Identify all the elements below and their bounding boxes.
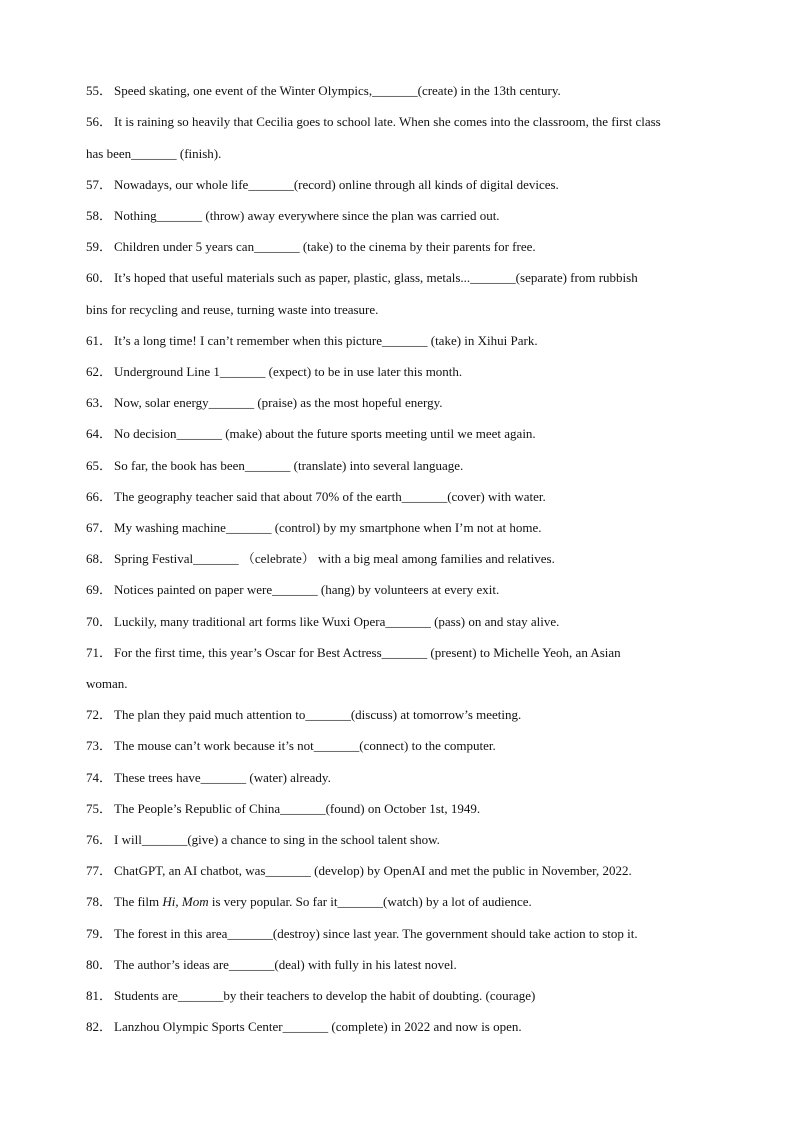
question-60: 60． It’s hoped that useful materials such as paper, plastic, glass, metals..._______(separate) from rubbish — [86, 270, 638, 285]
question-69: 69． Notices painted on paper were_______ (hang) by volunteers at every exit. — [86, 582, 500, 597]
question-68: 68． Spring Festival_______ （celebrate） with a big meal among families and relatives. — [86, 551, 555, 566]
question-57: 57． Nowadays, our whole life_______(record) online through all kinds of digital devices. — [86, 177, 559, 192]
question-60-continued: bins for recycling and reuse, turning waste into treasure. — [86, 302, 379, 317]
question-56-continued: has been_______ (finish). — [86, 146, 222, 161]
question-71-continued: woman. — [86, 676, 128, 691]
question-77: 77． ChatGPT, an AI chatbot, was_______ (develop) by OpenAI and met the public in November, 2022. — [86, 863, 632, 878]
question-56: 56． It is raining so heavily that Cecilia goes to school late. When she comes into the classroom, the first class — [86, 114, 661, 129]
question-55: 55． Speed skating, one event of the Winter Olympics,_______(create) in the 13th century. — [86, 83, 561, 98]
question-74: 74． These trees have_______ (water) already. — [86, 770, 331, 785]
film-title: Hi, Mom — [162, 894, 209, 909]
question-70: 70． Luckily, many traditional art forms like Wuxi Opera_______ (pass) on and stay alive. — [86, 614, 560, 629]
question-78: 78． The film Hi, Mom is very popular. So far it_______(watch) by a lot of audience. — [86, 894, 532, 909]
question-59: 59． Children under 5 years can_______ (take) to the cinema by their parents for free. — [86, 239, 536, 254]
question-66: 66． The geography teacher said that about 70% of the earth_______(cover) with water. — [86, 489, 546, 504]
question-82: 82． Lanzhou Olympic Sports Center_______ (complete) in 2022 and now is open. — [86, 1019, 522, 1034]
question-80: 80． The author’s ideas are_______(deal) with fully in his latest novel. — [86, 957, 457, 972]
question-67: 67． My washing machine_______ (control) by my smartphone when I’m not at home. — [86, 520, 542, 535]
question-81: 81． Students are_______by their teachers to develop the habit of doubting. (courage) — [86, 988, 536, 1003]
question-65: 65． So far, the book has been_______ (translate) into several language. — [86, 458, 464, 473]
question-72: 72． The plan they paid much attention to_______(discuss) at tomorrow’s meeting. — [86, 707, 522, 722]
question-63: 63． Now, solar energy_______ (praise) as the most hopeful energy. — [86, 395, 443, 410]
question-76: 76． I will_______(give) a chance to sing in the school talent show. — [86, 832, 440, 847]
question-71: 71． For the first time, this year’s Oscar for Best Actress_______ (present) to Michelle Yeoh, an Asian — [86, 645, 621, 660]
question-58: 58． Nothing_______ (throw) away everywhere since the plan was carried out. — [86, 208, 500, 223]
question-64: 64． No decision_______ (make) about the future sports meeting until we meet again. — [86, 426, 536, 441]
question-73: 73． The mouse can’t work because it’s not_______(connect) to the computer. — [86, 738, 496, 753]
question-62: 62． Underground Line 1_______ (expect) to be in use later this month. — [86, 364, 463, 379]
question-75: 75． The People’s Republic of China_______(found) on October 1st, 1949. — [86, 801, 481, 816]
question-61: 61． It’s a long time! I can’t remember when this picture_______ (take) in Xihui Park. — [86, 333, 538, 348]
question-79: 79． The forest in this area_______(destroy) since last year. The government should take action to stop it. — [86, 926, 638, 941]
